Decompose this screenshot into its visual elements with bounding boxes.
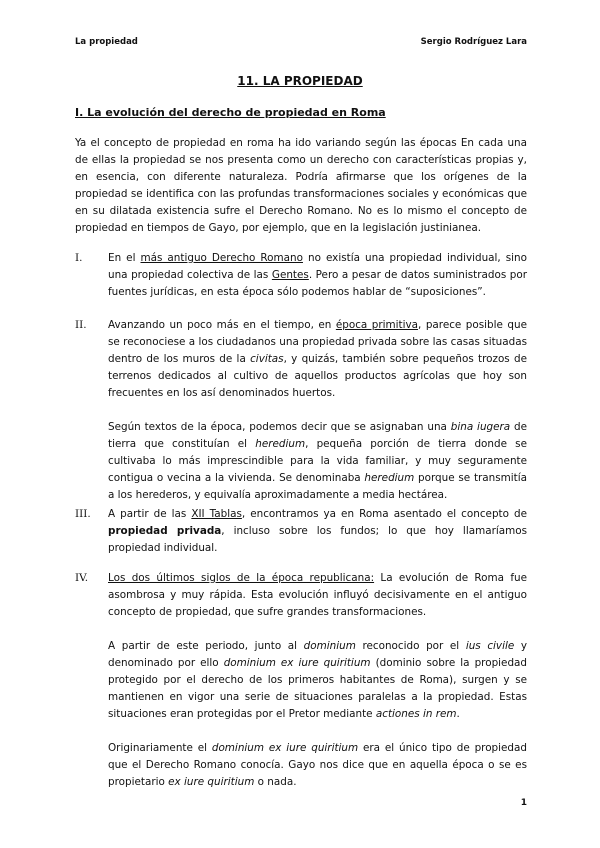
list-numeral: III.	[75, 508, 91, 520]
running-header-left: La propiedad	[75, 37, 138, 47]
running-header-right: Sergio Rodríguez Lara	[420, 37, 527, 47]
item-1-paragraph: En el más antiguo Derecho Romano no existía una propiedad individual, sino una propiedad colectiva de las Gentes. Pero a pesar de datos suministrados por fuentes jurídicas, en esta época sólo podemos hablar de “suposiciones”.	[108, 252, 528, 298]
list-numeral: IV.	[75, 572, 89, 584]
page-title: 11. LA PROPIEDAD	[237, 74, 363, 88]
page-number: 1	[520, 798, 527, 808]
item-4-paragraph-1: Los dos últimos siglos de la época republicana: La evolución de Roma fue asombrosa y muy rápida. Esta evolución influyó decisivamente en el antiguo concepto de propiedad, que sufre grandes transformaciones.	[108, 572, 527, 618]
list-numeral: II.	[75, 319, 87, 331]
list-item-1	[75, 250, 527, 301]
list-item-4	[75, 570, 527, 791]
list-item-3	[75, 506, 527, 557]
item-4-paragraph-2: A partir de este periodo, junto al dominium reconocido por el ius civile y denominado por ello dominium ex iure quiritium (dominio sobre la propiedad protegido por el derecho de los primeros habitantes de Roma), surgen y se mantienen en vigor una serie de situaciones paralelas a la propiedad. Estas situaciones eran protegidas por el Pretor mediante actiones in rem.	[108, 640, 528, 720]
item-2-paragraph-1: Avanzando un poco más en el tiempo, en época primitiva, parece posible que se reconociese a los ciudadanos una propiedad privada sobre las casas situadas dentro de los muros de la civitas, y quizás, también sobre pequeños trozos de terrenos dedicados al cultivo de aquellos productos agrícolas que hoy son frecuentes en los así denominados huertos.	[108, 319, 527, 399]
section-heading: I. La evolución del derecho de propiedad en Roma	[75, 106, 386, 119]
item-4-paragraph-3: Originariamente el dominium ex iure quiritium era el único tipo de propiedad que el Derecho Romano conocía. Gayo nos dice que en aquella época o se es propietario ex iure quiritium o nada.	[108, 742, 527, 788]
intro-paragraph: Ya el concepto de propiedad en roma ha ido variando según las épocas En cada una de ellas la propiedad se nos presenta como un derecho con características propias y, en esencia, con diferente naturaleza. Podría afirmarse que los orígenes de la propiedad se identifica con las profundas transformaciones sociales y económicas que en su dilatada existencia sufre el Derecho Romano. No es lo mismo el concepto de propiedad en tiempos de Gayo, por ejemplo, que en la legislación justinianea.	[75, 137, 527, 234]
list-item-2	[75, 317, 527, 504]
list-numeral: I.	[75, 252, 83, 264]
item-2-paragraph-2: Según textos de la época, podemos decir que se asignaban una bina iugera de tierra que constituían el heredium, pequeña porción de tierra donde se cultivaba lo más imprescindible para la vida familiar, y muy seguramente contigua o vecina a la vivienda. Se denominaba heredium porque se transmitía a los herederos, y equivalía aproximadamente a media hectárea.	[108, 421, 527, 501]
item-3-paragraph: A partir de las XII Tablas, encontramos ya en Roma asentado el concepto de propiedad privada, incluso sobre los fundos; lo que hoy llamaríamos propiedad individual.	[108, 508, 527, 554]
